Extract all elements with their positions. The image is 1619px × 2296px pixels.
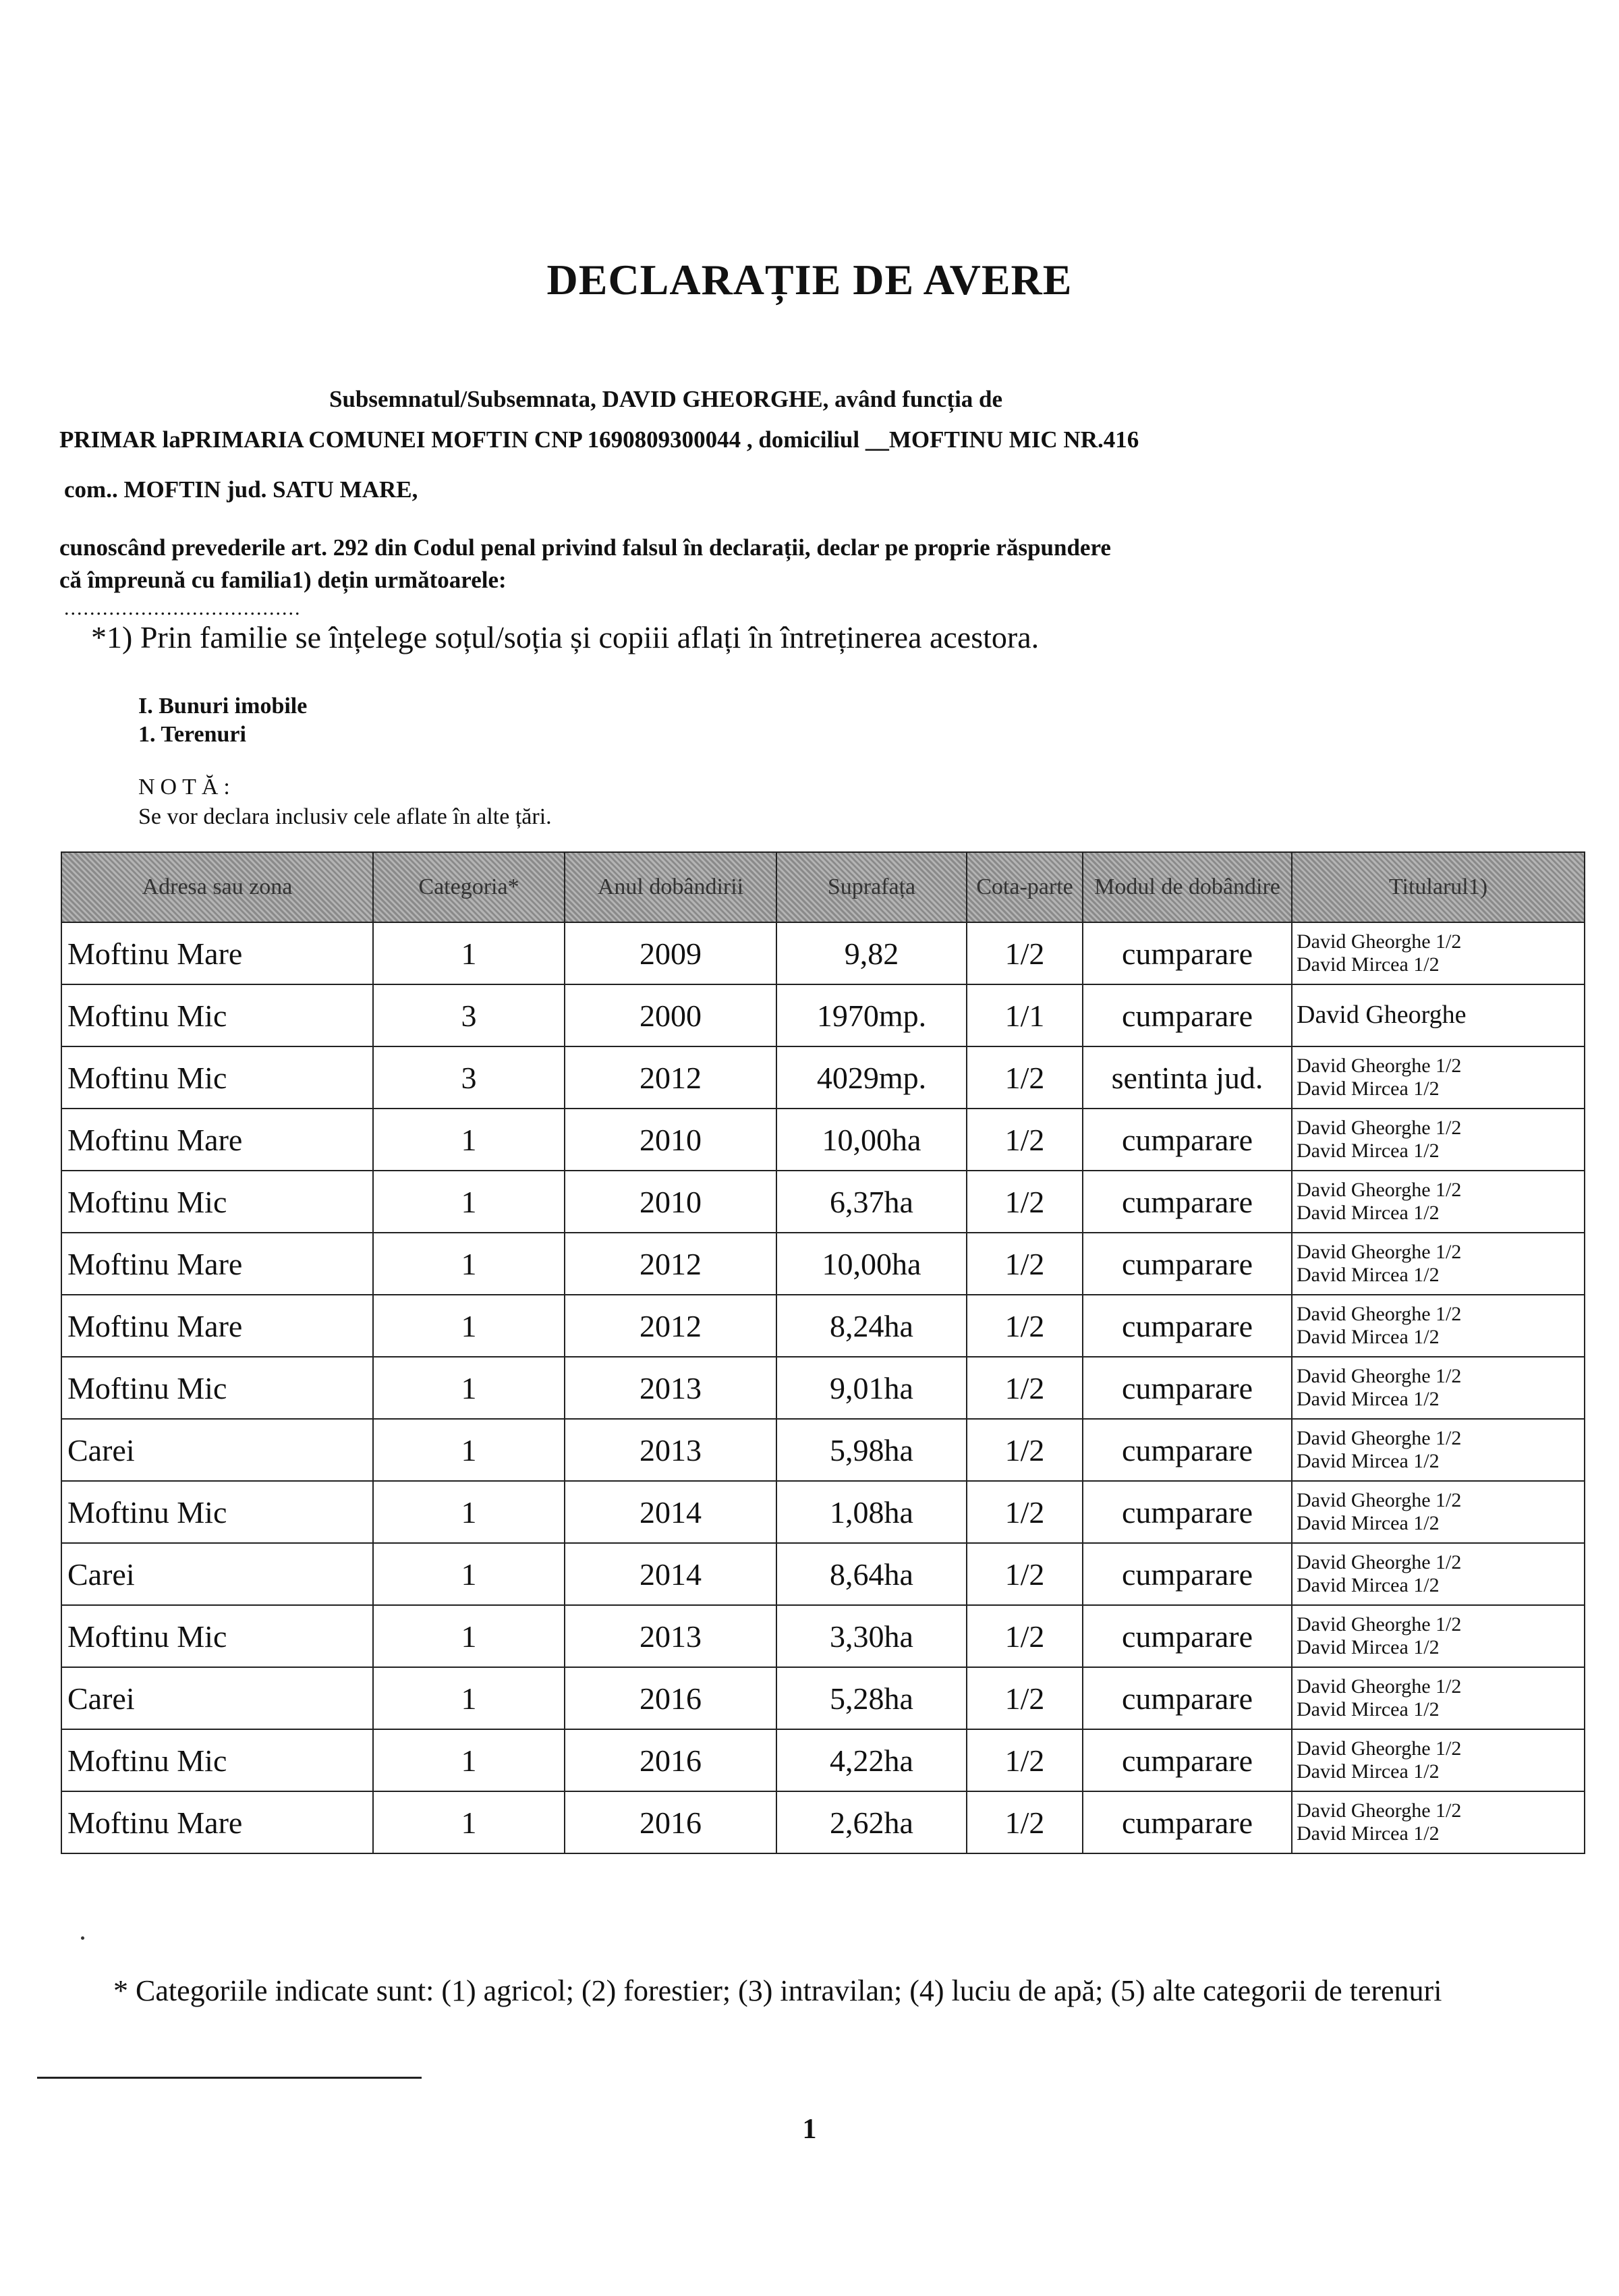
intro-line-4: cunoscând prevederile art. 292 din Codul penal privind falsul în declarații, declar pe proprie răspundere: [59, 534, 1111, 561]
table-row: [61, 1791, 1585, 1853]
titular-line: David Gheorghe 1/2: [1297, 1116, 1462, 1139]
table-row: [61, 1171, 1585, 1233]
table-row: [61, 1729, 1585, 1791]
table-row: [61, 1295, 1585, 1357]
cell-cota: 1/2: [967, 1233, 1083, 1295]
cell-cota: 1/2: [967, 1605, 1083, 1667]
cell-categoria: 1: [373, 1481, 565, 1543]
cell-zona: Moftinu Mare: [61, 922, 373, 984]
cell-zona: Moftinu Mic: [61, 1729, 373, 1791]
cell-titular: [1292, 1109, 1585, 1171]
cell-titular: [1292, 1233, 1585, 1295]
table-header-row: [61, 852, 1585, 922]
titular-line: David Gheorghe 1/2: [1297, 1240, 1462, 1263]
cell-titular: [1292, 1046, 1585, 1109]
cell-cota: 1/2: [967, 1543, 1083, 1605]
titular-line: David Gheorghe: [1297, 1001, 1467, 1030]
titular-line: David Gheorghe 1/2: [1297, 1426, 1462, 1449]
cell-anul: 2014: [565, 1481, 776, 1543]
titular-line: David Mircea 1/2: [1297, 1202, 1440, 1224]
header-suprafata: Suprafața: [776, 852, 967, 922]
cell-categoria: 1: [373, 1667, 565, 1729]
cell-cota: 1/2: [967, 1109, 1083, 1171]
cell-cota: 1/2: [967, 1357, 1083, 1419]
cell-suprafata: 6,37ha: [776, 1171, 967, 1233]
cell-suprafata: 1,08ha: [776, 1481, 967, 1543]
cell-mod: cumparare: [1083, 1171, 1292, 1233]
cell-anul: 2012: [565, 1046, 776, 1109]
cell-mod: cumparare: [1083, 1667, 1292, 1729]
cell-cota: 1/2: [967, 1667, 1083, 1729]
cell-suprafata: 2,62ha: [776, 1791, 967, 1853]
cell-suprafata: 3,30ha: [776, 1605, 967, 1667]
titular-line: David Mircea 1/2: [1297, 1388, 1440, 1410]
cell-anul: 2016: [565, 1667, 776, 1729]
titular-line: David Mircea 1/2: [1297, 1077, 1440, 1100]
cell-zona: Moftinu Mare: [61, 1791, 373, 1853]
section-subheading: 1. Terenuri: [138, 722, 246, 747]
titular-line: David Mircea 1/2: [1297, 1450, 1440, 1472]
cell-anul: 2016: [565, 1729, 776, 1791]
cell-mod: cumparare: [1083, 1605, 1292, 1667]
cell-cota: 1/2: [967, 1171, 1083, 1233]
cell-mod: cumparare: [1083, 1543, 1292, 1605]
cell-anul: 2013: [565, 1605, 776, 1667]
titular-line: David Gheorghe 1/2: [1297, 930, 1462, 953]
cell-categoria: 1: [373, 1171, 565, 1233]
cell-zona: Moftinu Mic: [61, 1481, 373, 1543]
table-row: [61, 1109, 1585, 1171]
cell-titular: [1292, 1419, 1585, 1481]
cell-cota: 1/2: [967, 1791, 1083, 1853]
cell-suprafata: 9,01ha: [776, 1357, 967, 1419]
cell-mod: cumparare: [1083, 922, 1292, 984]
intro-line-2: PRIMAR laPRIMARIA COMUNEI MOFTIN CNP 1690809300044 , domiciliul __MOFTINU MIC NR.416: [59, 426, 1139, 453]
cell-mod: cumparare: [1083, 1791, 1292, 1853]
land-table: [61, 851, 1585, 1854]
cell-categoria: 1: [373, 1729, 565, 1791]
titular-line: David Mircea 1/2: [1297, 1698, 1440, 1720]
dotted-separator: .....................................: [64, 597, 302, 619]
cell-suprafata: 10,00ha: [776, 1109, 967, 1171]
cell-categoria: 1: [373, 1109, 565, 1171]
header-zona: Adresa sau zona: [61, 852, 373, 922]
document-title: DECLARAȚIE DE AVERE: [546, 256, 1073, 304]
header-mod: Modul de dobândire: [1083, 852, 1292, 922]
table-row: [61, 984, 1585, 1046]
cell-anul: 2009: [565, 922, 776, 984]
table-row: [61, 1419, 1585, 1481]
table-row: [61, 1046, 1585, 1109]
cell-mod: cumparare: [1083, 1109, 1292, 1171]
cell-titular: [1292, 1667, 1585, 1729]
table-row: [61, 1481, 1585, 1543]
cell-anul: 2013: [565, 1357, 776, 1419]
cell-titular: [1292, 1171, 1585, 1233]
cell-suprafata: 10,00ha: [776, 1233, 967, 1295]
cell-zona: Moftinu Mare: [61, 1233, 373, 1295]
cell-categoria: 1: [373, 1357, 565, 1419]
cell-anul: 2014: [565, 1543, 776, 1605]
cell-mod: sentinta jud.: [1083, 1046, 1292, 1109]
table-row: [61, 1543, 1585, 1605]
footnote-rule: [37, 2077, 422, 2079]
titular-line: David Mircea 1/2: [1297, 1326, 1440, 1348]
cell-cota: 1/2: [967, 922, 1083, 984]
titular-line: David Mircea 1/2: [1297, 1636, 1440, 1658]
titular-line: David Gheorghe 1/2: [1297, 1178, 1462, 1201]
table-row: [61, 1605, 1585, 1667]
table-row: [61, 1667, 1585, 1729]
titular-line: David Mircea 1/2: [1297, 1140, 1440, 1162]
titular-line: David Gheorghe 1/2: [1297, 1364, 1462, 1387]
page-number: 1: [802, 2114, 817, 2145]
table-row: [61, 1233, 1585, 1295]
titular-line: David Gheorghe 1/2: [1297, 1550, 1462, 1573]
cell-anul: 2016: [565, 1791, 776, 1853]
cell-anul: 2012: [565, 1233, 776, 1295]
nota-text: Se vor declara inclusiv cele aflate în alte țări.: [138, 804, 552, 829]
cell-categoria: 1: [373, 1295, 565, 1357]
family-footnote: *1) Prin familie se înțelege soțul/soția și copiii aflați în întreținerea acestora.: [91, 620, 1040, 654]
cell-suprafata: 8,24ha: [776, 1295, 967, 1357]
titular-line: David Gheorghe 1/2: [1297, 1054, 1462, 1077]
cell-anul: 2012: [565, 1295, 776, 1357]
cell-anul: 2010: [565, 1109, 776, 1171]
cell-mod: cumparare: [1083, 1729, 1292, 1791]
cell-categoria: 1: [373, 1419, 565, 1481]
cell-suprafata: 5,28ha: [776, 1667, 967, 1729]
cell-anul: 2000: [565, 984, 776, 1046]
scan-speck: [81, 1936, 84, 1940]
cell-cota: 1/2: [967, 1295, 1083, 1357]
cell-zona: Moftinu Mare: [61, 1109, 373, 1171]
cell-titular: [1292, 1481, 1585, 1543]
cell-categoria: 1: [373, 1543, 565, 1605]
titular-line: David Mircea 1/2: [1297, 1574, 1440, 1596]
titular-line: David Mircea 1/2: [1297, 1822, 1440, 1845]
titular-line: David Gheorghe 1/2: [1297, 1737, 1462, 1760]
cell-zona: Moftinu Mic: [61, 1605, 373, 1667]
cell-titular: [1292, 1729, 1585, 1791]
header-categoria: Categoria*: [373, 852, 565, 922]
cell-categoria: 3: [373, 984, 565, 1046]
cell-mod: cumparare: [1083, 1419, 1292, 1481]
cell-titular: [1292, 1791, 1585, 1853]
cell-mod: cumparare: [1083, 1295, 1292, 1357]
nota-label: NOTĂ:: [138, 775, 235, 800]
cell-suprafata: 4,22ha: [776, 1729, 967, 1791]
cell-categoria: 3: [373, 1046, 565, 1109]
header-titular: Titularul1): [1292, 852, 1585, 922]
titular-line: David Gheorghe 1/2: [1297, 1488, 1462, 1511]
intro-line-1: Subsemnatul/Subsemnata, DAVID GHEORGHE, având funcția de: [329, 386, 1003, 412]
cell-cota: 1/2: [967, 1729, 1083, 1791]
cell-anul: 2010: [565, 1171, 776, 1233]
cell-anul: 2013: [565, 1419, 776, 1481]
titular-line: David Gheorghe 1/2: [1297, 1799, 1462, 1822]
header-anul: Anul dobândirii: [565, 852, 776, 922]
cell-categoria: 1: [373, 1233, 565, 1295]
cell-cota: 1/2: [967, 1046, 1083, 1109]
cell-titular: [1292, 1295, 1585, 1357]
cell-suprafata: 8,64ha: [776, 1543, 967, 1605]
cell-zona: Moftinu Mic: [61, 1046, 373, 1109]
cell-categoria: 1: [373, 1791, 565, 1853]
intro-line-5: că împreună cu familia1) dețin următoarele:: [59, 567, 507, 593]
titular-line: David Mircea 1/2: [1297, 1760, 1440, 1783]
cell-zona: Moftinu Mic: [61, 1357, 373, 1419]
section-heading: I. Bunuri imobile: [138, 694, 308, 719]
titular-line: David Gheorghe 1/2: [1297, 1302, 1462, 1325]
cell-zona: Carei: [61, 1667, 373, 1729]
titular-line: David Mircea 1/2: [1297, 1512, 1440, 1534]
cell-mod: cumparare: [1083, 984, 1292, 1046]
cell-suprafata: 9,82: [776, 922, 967, 984]
titular-line: David Gheorghe 1/2: [1297, 1675, 1462, 1698]
titular-line: David Mircea 1/2: [1297, 1264, 1440, 1286]
cell-categoria: 1: [373, 1605, 565, 1667]
table-row: [61, 1357, 1585, 1419]
cell-categoria: 1: [373, 922, 565, 984]
cell-titular: [1292, 1605, 1585, 1667]
cell-zona: Moftinu Mare: [61, 1295, 373, 1357]
cell-titular: [1292, 1543, 1585, 1605]
titular-line: David Mircea 1/2: [1297, 953, 1440, 976]
intro-line-3: com.. MOFTIN jud. SATU MARE,: [64, 476, 418, 503]
cell-titular: [1292, 1357, 1585, 1419]
cell-zona: Carei: [61, 1419, 373, 1481]
cell-cota: 1/2: [967, 1481, 1083, 1543]
cell-mod: cumparare: [1083, 1233, 1292, 1295]
cell-suprafata: 1970mp.: [776, 984, 967, 1046]
cell-mod: cumparare: [1083, 1481, 1292, 1543]
titular-line: David Gheorghe 1/2: [1297, 1613, 1462, 1635]
cell-zona: Carei: [61, 1543, 373, 1605]
cell-zona: Moftinu Mic: [61, 1171, 373, 1233]
header-cota: Cota-parte: [967, 852, 1083, 922]
cell-cota: 1/1: [967, 984, 1083, 1046]
table-row: [61, 922, 1585, 984]
cell-suprafata: 5,98ha: [776, 1419, 967, 1481]
cell-mod: cumparare: [1083, 1357, 1292, 1419]
categories-footnote: * Categoriile indicate sunt: (1) agricol; (2) forestier; (3) intravilan; (4) luciu de apă; (5) alte categorii de terenuri: [113, 1974, 1442, 2007]
cell-titular: [1292, 984, 1585, 1046]
cell-cota: 1/2: [967, 1419, 1083, 1481]
cell-suprafata: 4029mp.: [776, 1046, 967, 1109]
cell-zona: Moftinu Mic: [61, 984, 373, 1046]
cell-titular: [1292, 922, 1585, 984]
